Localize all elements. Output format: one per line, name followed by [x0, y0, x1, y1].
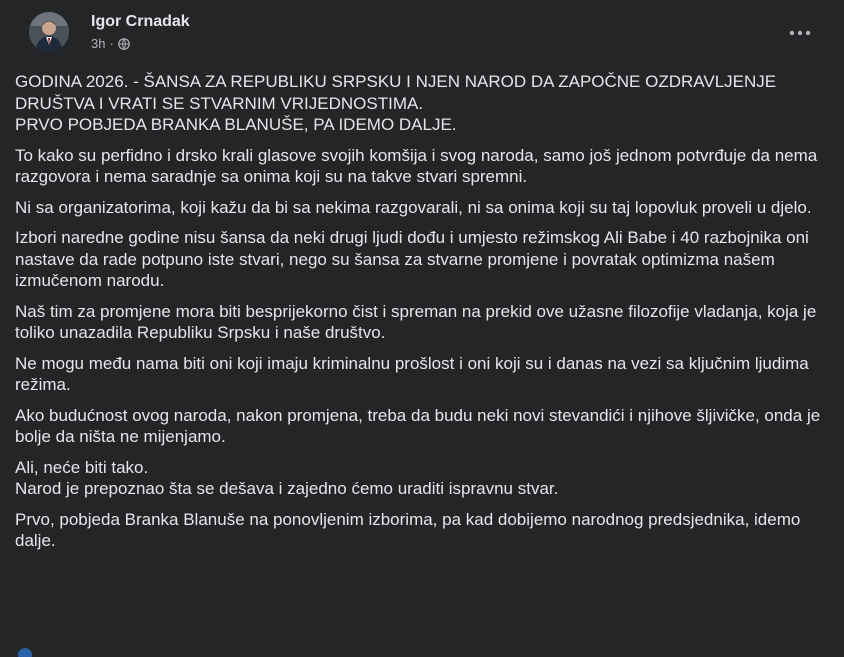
reaction-icon-partial: [18, 648, 32, 657]
post-header: [16, 0, 828, 64]
globe-icon[interactable]: [118, 38, 130, 50]
post-paragraph: To kako su perfidno i drsko krali glasove svojih komšija i svog naroda, samo još jednom potvrđuje da nema razgovora i nema saradnje sa onima koji su na takve stvari spremni.: [15, 145, 818, 186]
post-timestamp[interactable]: 3h: [91, 36, 106, 51]
post-subline: [91, 36, 190, 52]
separator-dot: ·: [109, 36, 114, 51]
author-name[interactable]: Igor Crnadak: [91, 13, 190, 30]
post-body: [15, 71, 831, 561]
post-paragraph: Naš tim za promjene mora biti besprijekorno čist i spreman na prekid ove užasne filozofije vladanja, koja je toliko unazadila Republiku Srpsku i naše društvo.: [15, 301, 817, 342]
avatar-image: [29, 12, 69, 52]
post-paragraph: Ne mogu među nama biti oni koji imaju kriminalnu prošlost i oni koji su i danas na vezi sa ključnim ljudima režima.: [15, 353, 809, 394]
post-meta: [91, 12, 190, 52]
post-paragraph: Izbori naredne godine nisu šansa da neki drugi ljudi dođu i umjesto režimskog Ali Babe i 40 razbojnika oni nastave da rade potpuno iste stvari, nego su šansa za stvarne promjene i povratak optimizma našem izmučenom narodu.: [15, 228, 809, 290]
more-horizontal-icon: [789, 23, 811, 41]
post-paragraph: Prvo, pobjeda Branka Blanuše na ponovljenim izborima, pa kad dobijemo narodnog predsjednika, idemo dalje.: [15, 509, 801, 550]
post-paragraph: GODINA 2026. - ŠANSA ZA REPUBLIKU SRPSKU I NJEN NAROD DA ZAPOČNE OZDRAVLJENJE DRUŠTVA I VRATI SE STVARNIM VRIJEDNOSTIMA. PRVO POBJEDA BRANKA BLANUŠE, PA IDEMO DALJE.: [15, 72, 777, 134]
post-paragraph: Ali, neće biti tako. Narod je prepoznao šta se dešava i zajedno ćemo uraditi ispravnu stvar.: [15, 457, 559, 498]
author-avatar[interactable]: [29, 12, 69, 52]
post-paragraph: Ako budućnost ovog naroda, nakon promjena, treba da budu neki novi stevandići i njihove šljivičke, onda je bolje da ništa ne mijenjamo.: [15, 405, 821, 446]
post-paragraph: Ni sa organizatorima, koji kažu da bi sa nekima razgovarali, ni sa onima koji su taj lopovluk proveli u djelo.: [15, 197, 812, 217]
more-options-button[interactable]: [782, 18, 818, 46]
